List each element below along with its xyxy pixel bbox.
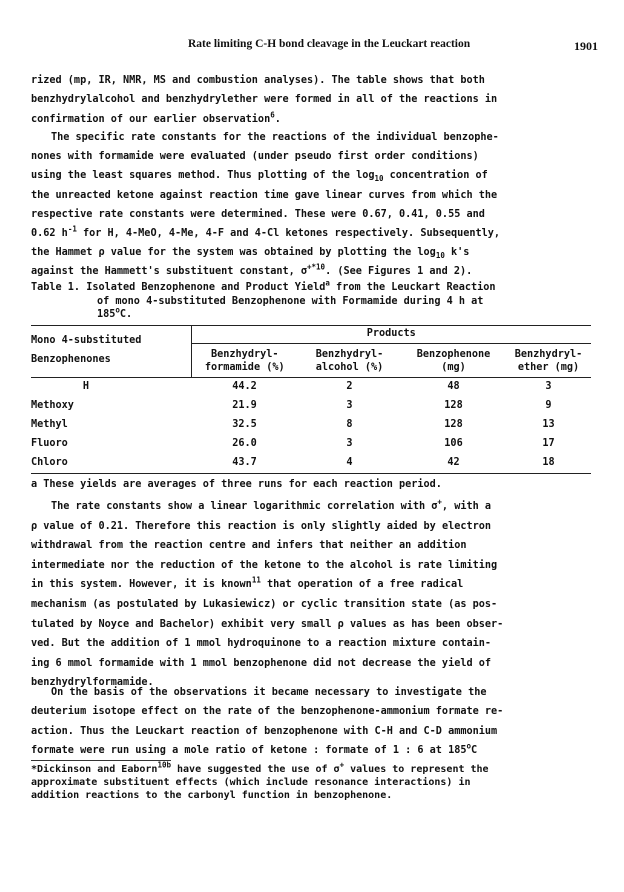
row-label: H [82, 381, 90, 393]
text-line: mechanism (as postulated by Lukasiewicz) or cyclic transition state (as pos- [31, 598, 498, 610]
paragraph-3 [31, 497, 591, 693]
table-row [31, 453, 591, 473]
table-cell: 8 [346, 419, 353, 430]
text-line: tulated by Noyce and Bachelor) exhibit very small ρ values as has been obser- [31, 618, 504, 630]
text-line: approximate substituent effects (which include resonance interactions) in [31, 776, 471, 788]
table-cell: 26.0 [232, 438, 257, 449]
paragraph-4 [31, 683, 591, 761]
text-line: nones with formamide were evaluated (under pseudo first order conditions) [31, 151, 479, 163]
row-label: Methoxy [31, 400, 74, 411]
table-cell: 32.5 [232, 419, 257, 430]
column-header: Benzhydryl- ether (mg) [506, 343, 591, 377]
text-line: The specific rate constants for the reactions of the individual benzophe- [51, 132, 499, 143]
text-line: On the basis of the observations it became necessary to investigate the [51, 687, 487, 698]
column-header: Benzhydryl- formamide (%) [191, 343, 298, 377]
text-line: ing 6 mmol formamide with 1 mmol benzophenone did not decrease the yield of [31, 657, 492, 669]
page-header [0, 36, 624, 56]
table-row [31, 434, 591, 453]
text-line: The rate constants show a linear logarithmic correlation with σ+, with a [51, 497, 491, 512]
column-header: Benzhydryl- alcohol (%) [298, 343, 401, 377]
row-label: Methyl [31, 419, 68, 430]
text-line: respective rate constants were determined. These were 0.67, 0.41, 0.55 and [31, 208, 485, 220]
table-cell: 2 [346, 381, 353, 393]
rho-symbol: ρ [31, 520, 38, 532]
text-line: deuterium isotope effect on the rate of the benzophenone-ammonium formate re- [31, 706, 504, 718]
table-cell: 21.9 [232, 400, 257, 411]
table-cell: 17 [542, 438, 555, 449]
row-label: Fluoro [31, 438, 68, 449]
text-line: in this system. However, it is known$^{11}$ that operation of a free radical [31, 575, 464, 591]
table-cell: 128 [444, 400, 463, 411]
text-line: ρ value of 0.21. Therefore this reaction is only slightly aided by electron [31, 520, 492, 532]
page-number: 1901 [574, 39, 598, 53]
header-products: Products [191, 325, 591, 343]
row-label: Chloro [31, 457, 68, 469]
table-note: a These yields are averages of three runs for each reaction period. [31, 478, 442, 490]
table-cell: 18 [542, 457, 555, 469]
text-line: benzhydrylformamide. [31, 677, 154, 689]
table-cell: 43.7 [232, 457, 257, 469]
reference-marker: 6 [270, 110, 275, 120]
text-line: addition reactions to the carbonyl function in benzophenone. [31, 789, 393, 801]
table-cell: 3 [545, 381, 552, 393]
footnote [31, 760, 591, 802]
table-row [31, 396, 591, 415]
text-line: withdrawal from the reaction centre and infers that neither an addition [31, 540, 467, 552]
header-substituent: Mono 4-substituted Benzophenones [31, 325, 191, 377]
table-row [31, 415, 591, 434]
table-cell: 128 [444, 419, 463, 430]
paragraph-1 [31, 71, 591, 129]
text-line: using the least squares method. Thus plotting of the $\log_{10}$ concentration of [31, 170, 488, 184]
text-line: against the Hammett's substituent constant, $\sigma^{+*10}$. (See Figures 1 and 2). [31, 263, 473, 278]
text-line: the unreacted ketone against reaction time gave linear curves from which the [31, 189, 498, 201]
rho-symbol: ρ [98, 247, 105, 259]
table-cell: 44.2 [232, 381, 257, 393]
text-line: formate were run using a mole ratio of ketone : formate of 1 : 6 at 185$^o$C [31, 741, 478, 757]
footnote-divider [31, 760, 171, 761]
column-header: Benzophenone (mg) [401, 343, 506, 377]
table-cell: 3 [346, 400, 353, 411]
table-cell: 13 [542, 419, 555, 430]
rho-symbol: ρ [337, 618, 344, 630]
table-caption: Table 1. Isolated Benzophenone and Product Yield$^a$ from the Leuckart Reaction of mono 4-substituted Benzophenone with Formamide during 4 h at 185$^o$C. [31, 278, 496, 320]
paragraph-2 [31, 128, 591, 282]
text-line: 0.62 $h^{-1}$ for H, 4-MeO, 4-Me, 4-F and 4-Cl ketones respectively. Subsequently, [31, 224, 501, 240]
text-line: rized (mp, IR, NMR, MS and combustion analyses). The table shows that both [31, 75, 485, 86]
table-cell: 4 [346, 457, 353, 469]
yield-table [31, 325, 591, 474]
text-line: confirmation of our earlier observation$^6$. [31, 110, 281, 125]
text-line: *Dickinson and Eaborn$^{10b}$ have suggested the use of σ+ values to represent the [31, 760, 489, 775]
text-line: ved. But the addition of 1 mmol hydroquinone to a reaction mixture contain- [31, 638, 492, 650]
running-title: Rate limiting C-H bond cleavage in the Leuckart reaction [188, 38, 471, 50]
table-1 [31, 278, 591, 490]
text-line: action. Thus the Leuckart reaction of benzophenone with C-H and C-D ammonium [31, 725, 498, 737]
text-line: benzhydrylalcohol and benzhydrylether were formed in all of the reactions in [31, 94, 498, 106]
table-cell: 42 [447, 457, 460, 469]
table-cell: 3 [346, 438, 353, 449]
text-line: the Hammet ρ value for the system was obtained by plotting the $\log_{10} k's$ [31, 247, 470, 261]
table-cell: 48 [447, 381, 460, 393]
table-cell: 9 [545, 400, 552, 411]
text-line: intermediate nor the reduction of the ketone to the alcohol is rate limiting [31, 559, 498, 571]
table-cell: 106 [444, 438, 463, 449]
table-row [31, 377, 591, 396]
